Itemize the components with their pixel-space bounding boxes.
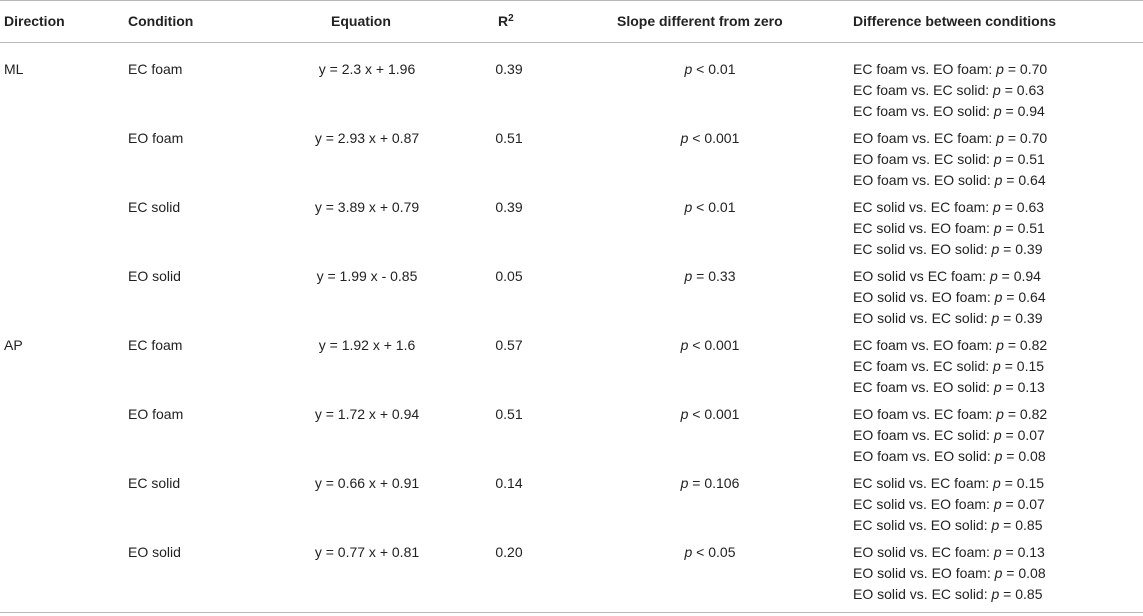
- slope-p-symbol: p: [684, 544, 693, 560]
- difference-comparison: EO solid vs EC foam:: [853, 268, 990, 284]
- table-row: [0, 404, 1143, 473]
- slope-p-value: < 0.001: [688, 406, 740, 422]
- difference-line: [853, 149, 1047, 170]
- difference-line: [853, 80, 1047, 101]
- difference-line: [853, 377, 1047, 398]
- cell-r-squared: 0.05: [495, 268, 523, 284]
- cell-difference: [853, 197, 1045, 260]
- difference-p-symbol: p: [991, 241, 1000, 257]
- cell-condition: EC solid: [128, 475, 181, 491]
- difference-p-symbol: p: [994, 565, 1003, 581]
- cell-slope: [589, 473, 831, 494]
- cell-equation: y = 1.99 x - 0.85: [316, 268, 418, 284]
- difference-p-value: = 0.64: [1002, 289, 1046, 305]
- header-rule: [0, 42, 1143, 43]
- difference-p-value: = 0.85: [999, 517, 1043, 533]
- slope-p-value: < 0.001: [688, 337, 740, 353]
- difference-line: [853, 425, 1047, 446]
- difference-comparison: EO solid vs. EO foam:: [853, 565, 995, 581]
- cell-r-squared: 0.14: [495, 475, 523, 491]
- cell-difference: [853, 335, 1047, 398]
- header-slope: Slope different from zero: [617, 13, 783, 29]
- difference-comparison: EO foam vs. EO solid:: [853, 448, 995, 464]
- difference-comparison: EO foam vs. EC solid:: [853, 151, 994, 167]
- slope-p-value: < 0.01: [692, 199, 736, 215]
- difference-comparison: EO foam vs. EC solid:: [853, 427, 994, 443]
- difference-p-symbol: p: [993, 199, 1001, 215]
- cell-equation: y = 0.77 x + 0.81: [314, 544, 420, 560]
- difference-line: [853, 515, 1045, 536]
- difference-comparison: EC foam vs. EC solid:: [853, 82, 994, 98]
- difference-p-symbol: p: [996, 61, 1004, 77]
- difference-line: [853, 308, 1046, 329]
- difference-comparison: EO solid vs. EC foam:: [853, 544, 994, 560]
- difference-p-value: = 0.70: [1003, 61, 1048, 77]
- cell-slope: [589, 542, 831, 563]
- difference-line: [853, 356, 1047, 377]
- difference-comparison: EC foam vs. EC solid:: [853, 358, 994, 374]
- cell-slope: [589, 266, 831, 287]
- difference-p-value: = 0.39: [999, 241, 1043, 257]
- table-row: [0, 128, 1143, 197]
- difference-p-symbol: p: [993, 220, 1002, 236]
- difference-p-symbol: p: [994, 448, 1003, 464]
- difference-p-symbol: p: [996, 130, 1004, 146]
- table-row: [0, 335, 1143, 404]
- cell-slope: [589, 128, 831, 149]
- cell-condition: EC solid: [128, 199, 181, 215]
- difference-p-value: = 0.94: [997, 268, 1041, 284]
- cell-condition: EO foam: [128, 130, 184, 146]
- difference-comparison: EC solid vs. EO solid:: [853, 517, 992, 533]
- slope-p-value: < 0.01: [692, 61, 736, 77]
- cell-equation: y = 2.3 x + 1.96: [318, 61, 416, 77]
- slope-p-symbol: p: [684, 61, 693, 77]
- cell-condition: EO solid: [128, 544, 181, 560]
- difference-line: [853, 446, 1047, 467]
- difference-p-symbol: p: [991, 310, 1000, 326]
- difference-p-value: = 0.13: [1001, 544, 1045, 560]
- cell-condition: EC foam: [128, 337, 183, 353]
- difference-p-value: = 0.82: [1003, 337, 1048, 353]
- difference-p-value: = 0.63: [1000, 199, 1045, 215]
- header-difference: Difference between conditions: [853, 13, 1057, 29]
- cell-condition: EC foam: [128, 61, 183, 77]
- cell-r-squared: 0.57: [495, 337, 523, 353]
- difference-comparison: EO foam vs. EO solid:: [853, 172, 995, 188]
- difference-p-symbol: p: [993, 151, 1002, 167]
- difference-line: [853, 239, 1045, 260]
- header-r-squared-superscript: 2: [508, 13, 514, 24]
- difference-comparison: EC solid vs. EC foam:: [853, 199, 994, 215]
- difference-p-symbol: p: [993, 358, 1001, 374]
- cell-equation: y = 1.72 x + 0.94: [314, 406, 420, 422]
- cell-r-squared: 0.20: [495, 544, 523, 560]
- difference-comparison: EC solid vs. EO solid:: [853, 241, 992, 257]
- difference-comparison: EC solid vs. EO foam:: [853, 220, 994, 236]
- cell-difference: [853, 266, 1046, 329]
- difference-comparison: EC foam vs. EO solid:: [853, 103, 994, 119]
- header-r-squared-base: R: [498, 13, 509, 29]
- cell-r-squared: 0.51: [495, 406, 523, 422]
- difference-p-symbol: p: [993, 103, 1002, 119]
- difference-p-value: = 0.63: [1000, 82, 1045, 98]
- difference-comparison: EC solid vs. EO foam:: [853, 496, 994, 512]
- cell-r-squared: 0.51: [495, 130, 523, 146]
- cell-condition: EO foam: [128, 406, 184, 422]
- difference-p-value: = 0.15: [1000, 475, 1045, 491]
- difference-p-value: = 0.13: [1001, 379, 1045, 395]
- table-row: [0, 197, 1143, 266]
- difference-p-symbol: p: [996, 406, 1004, 422]
- table-row: [0, 542, 1143, 611]
- difference-line: [853, 287, 1046, 308]
- difference-line: [853, 59, 1047, 80]
- slope-p-symbol: p: [684, 268, 693, 284]
- difference-line: [853, 335, 1047, 356]
- difference-p-value: = 0.07: [1001, 427, 1045, 443]
- table-top-rule: [0, 0, 1143, 1]
- difference-p-value: = 0.15: [1000, 358, 1045, 374]
- cell-equation: y = 2.93 x + 0.87: [314, 130, 420, 146]
- difference-p-symbol: p: [993, 544, 1002, 560]
- difference-p-symbol: p: [993, 427, 1002, 443]
- difference-p-symbol: p: [996, 337, 1004, 353]
- difference-line: [853, 266, 1046, 287]
- table-bottom-rule: [0, 612, 1143, 613]
- slope-p-value: < 0.05: [692, 544, 736, 560]
- cell-slope: [589, 404, 831, 425]
- cell-difference: [853, 128, 1047, 191]
- slope-p-value: = 0.33: [692, 268, 736, 284]
- slope-p-symbol: p: [680, 130, 689, 146]
- cell-slope: [589, 335, 831, 356]
- table-row: [0, 473, 1143, 542]
- difference-comparison: EO solid vs. EC solid:: [853, 310, 992, 326]
- cell-slope: [589, 59, 831, 80]
- difference-p-value: = 0.07: [1001, 496, 1045, 512]
- difference-line: [853, 584, 1046, 605]
- difference-line: [853, 404, 1047, 425]
- cell-difference: [853, 59, 1047, 122]
- slope-p-value: < 0.001: [688, 130, 740, 146]
- difference-line: [853, 542, 1046, 563]
- cell-r-squared: 0.39: [495, 199, 523, 215]
- slope-p-value: = 0.106: [688, 475, 740, 491]
- cell-direction: ML: [4, 61, 24, 77]
- difference-line: [853, 563, 1046, 584]
- difference-comparison: EC foam vs. EO foam:: [853, 337, 997, 353]
- header-condition: Condition: [128, 13, 194, 29]
- difference-comparison: EC foam vs. EO foam:: [853, 61, 997, 77]
- difference-p-symbol: p: [994, 289, 1003, 305]
- difference-p-value: = 0.64: [1002, 172, 1046, 188]
- difference-p-symbol: p: [994, 172, 1003, 188]
- difference-p-value: = 0.94: [1001, 103, 1045, 119]
- difference-comparison: EO foam vs. EC foam:: [853, 130, 997, 146]
- difference-comparison: EO solid vs. EO foam:: [853, 289, 995, 305]
- difference-comparison: EO foam vs. EC foam:: [853, 406, 997, 422]
- difference-p-value: = 0.39: [999, 310, 1043, 326]
- difference-p-symbol: p: [991, 517, 1000, 533]
- difference-line: [853, 494, 1045, 515]
- difference-p-value: = 0.08: [1002, 448, 1046, 464]
- difference-p-symbol: p: [993, 82, 1001, 98]
- cell-direction: AP: [4, 337, 23, 353]
- slope-p-symbol: p: [680, 406, 689, 422]
- difference-p-symbol: p: [993, 475, 1001, 491]
- table-row: [0, 266, 1143, 335]
- difference-p-value: = 0.85: [999, 586, 1043, 602]
- slope-p-symbol: p: [684, 199, 693, 215]
- cell-r-squared: 0.39: [495, 61, 523, 77]
- cell-difference: [853, 404, 1047, 467]
- header-equation: Equation: [331, 13, 391, 29]
- difference-line: [853, 170, 1047, 191]
- cell-slope: [589, 197, 831, 218]
- difference-p-symbol: p: [993, 379, 1002, 395]
- table-row: [0, 59, 1143, 128]
- difference-p-symbol: p: [991, 586, 1000, 602]
- header-r-squared: [498, 13, 514, 29]
- difference-comparison: EC foam vs. EO solid:: [853, 379, 994, 395]
- cell-equation: y = 3.89 x + 0.79: [314, 199, 420, 215]
- difference-p-value: = 0.70: [1003, 130, 1048, 146]
- difference-line: [853, 128, 1047, 149]
- cell-condition: EO solid: [128, 268, 181, 284]
- slope-p-symbol: p: [680, 475, 689, 491]
- difference-p-value: = 0.51: [1001, 220, 1045, 236]
- cell-difference: [853, 473, 1045, 536]
- cell-difference: [853, 542, 1046, 605]
- difference-line: [853, 218, 1045, 239]
- difference-line: [853, 197, 1045, 218]
- difference-p-value: = 0.82: [1003, 406, 1048, 422]
- difference-p-symbol: p: [989, 268, 998, 284]
- difference-p-value: = 0.51: [1001, 151, 1045, 167]
- difference-comparison: EC solid vs. EC foam:: [853, 475, 994, 491]
- difference-line: [853, 473, 1045, 494]
- slope-p-symbol: p: [680, 337, 689, 353]
- difference-p-value: = 0.08: [1002, 565, 1046, 581]
- difference-p-symbol: p: [993, 496, 1002, 512]
- difference-line: [853, 101, 1047, 122]
- difference-comparison: EO solid vs. EC solid:: [853, 586, 992, 602]
- cell-equation: y = 1.92 x + 1.6: [318, 337, 416, 353]
- cell-equation: y = 0.66 x + 0.91: [314, 475, 420, 491]
- header-direction: Direction: [4, 13, 65, 29]
